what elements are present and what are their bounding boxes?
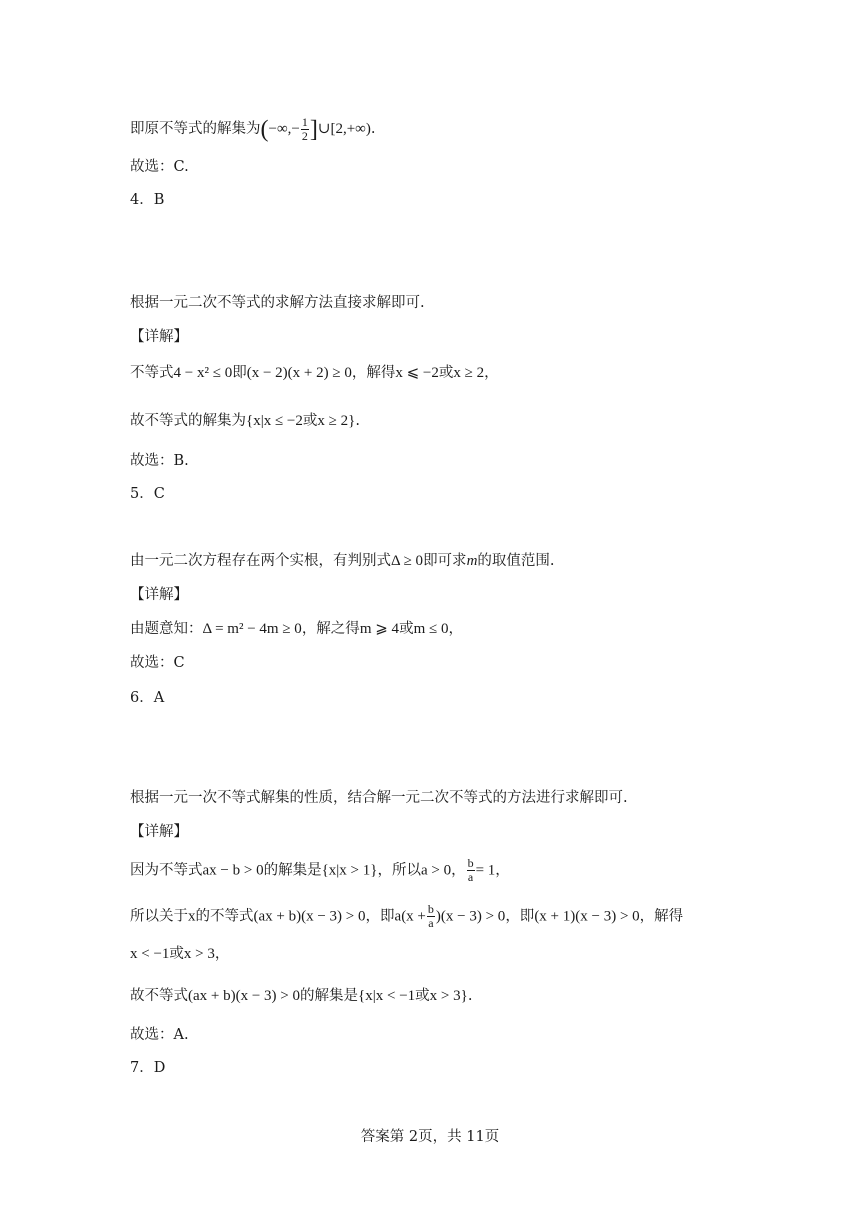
text: 因为不等式 (130, 862, 203, 879)
math-expression: (x − 2)(x + 2) ≥ 0 (246, 365, 352, 381)
detail-line (130, 857, 510, 884)
text: ， (448, 621, 463, 637)
denominator: 2 (301, 129, 308, 143)
text: ，即 (365, 908, 395, 925)
math-expression: x > 3 (183, 946, 215, 962)
detail-line (130, 943, 229, 965)
text: 不等式 (130, 365, 174, 381)
text: ，解得 (639, 908, 684, 925)
text: 或 (169, 946, 184, 962)
detail-heading: 【详解】 (130, 824, 188, 840)
text: ，解之得 (301, 621, 360, 637)
answer-line: 故选：B. (130, 453, 189, 469)
text: 或 (302, 413, 318, 429)
fraction (301, 116, 309, 143)
text: 或 (399, 621, 414, 637)
text: 的取值范围. (477, 553, 555, 569)
text: 或 (415, 988, 430, 1004)
math-expression: (−∞,− $\frac{1}{2}$ ]∪[2,+∞) (260, 115, 371, 143)
math-part: −∞,− (268, 120, 300, 137)
math-expression: {x|x ≤ −2 (246, 413, 303, 429)
math-expression: x (188, 908, 196, 925)
math-expression: (ax + b)(x − 3) > 0 (188, 988, 301, 1004)
question-number: 6．A (130, 690, 165, 706)
math-expression: (ax + b)(x − 3) > 0 (253, 908, 366, 925)
question-number: 7．D (130, 1060, 166, 1076)
detail-heading: 【详解】 (130, 329, 188, 345)
text: 即 (232, 365, 247, 381)
text: 由一元二次方程存在两个实根，有判别式 (130, 553, 391, 569)
math-expression: Δ = m² − 4m ≥ 0 (202, 621, 302, 637)
text: . (467, 988, 473, 1004)
text: ， (451, 862, 466, 879)
solution-set-line (130, 116, 375, 143)
page-footer: 答案第 2页，共 11页 (360, 1129, 500, 1145)
math-part: )(x − 3) > 0 (435, 908, 506, 925)
solution-set-line (130, 985, 472, 1007)
text: 的解集是 (263, 862, 322, 879)
math-expression: ax − b > 0 (202, 862, 264, 879)
denominator: a (467, 870, 474, 884)
math-expression: x ≥ 2 (453, 365, 485, 381)
fraction (427, 903, 435, 930)
text: . (355, 413, 360, 429)
numerator: 1 (301, 115, 308, 129)
text: ， (495, 862, 510, 879)
math-part: a(x + (394, 908, 426, 925)
text: ，即 (505, 908, 535, 925)
math-expression: {x|x < −1 (358, 988, 416, 1004)
text: 故不等式的解集为 (130, 413, 246, 429)
text: . (370, 120, 376, 137)
math-expression: Δ ≥ 0 (391, 553, 424, 569)
question-number: 5．C (130, 486, 165, 502)
math-expression: m ⩾ 4 (359, 621, 400, 637)
text: 的解集是 (300, 988, 359, 1004)
denominator: a (428, 916, 434, 930)
text: 或 (438, 365, 454, 381)
answer-line: 故选：A. (130, 1027, 189, 1043)
analysis-line: 根据一元一次不等式解集的性质，结合解一元二次不等式的方法进行求解即可. (130, 790, 628, 806)
math-expression: x < −1 (130, 946, 170, 962)
question-number: 4．B (130, 192, 165, 208)
numerator: b (427, 902, 434, 916)
text: ，解得 (351, 365, 396, 381)
math-expression: 4 − x² ≤ 0 (173, 365, 233, 381)
text: ， (214, 946, 230, 962)
math-expression: m (466, 553, 478, 569)
text: 由题意知： (130, 621, 203, 637)
math-expression: a > 0 (420, 862, 452, 879)
text: ， (484, 365, 499, 381)
text: ，所以 (377, 862, 421, 879)
numerator: b (467, 856, 474, 870)
text: 即可求 (423, 553, 467, 569)
fraction (467, 857, 475, 884)
text: 的不等式 (195, 908, 254, 925)
math-part: ∪[2,+∞) (317, 120, 371, 137)
analysis-line (130, 550, 555, 572)
math-expression: x ≥ 2} (317, 413, 356, 429)
answer-line: 故选：C. (130, 159, 189, 175)
math-expression: x ⩽ −2 (395, 365, 439, 381)
detail-line (130, 618, 463, 640)
math-expression: = 1 (475, 862, 496, 879)
answer-line: 故选：C (130, 655, 185, 671)
detail-line (130, 903, 683, 930)
math-expression: x > 3} (429, 988, 468, 1004)
math-expression: {x|x > 1} (321, 862, 378, 879)
math-expression: m ≤ 0 (413, 621, 449, 637)
text: 故不等式 (130, 988, 188, 1004)
text: 即原不等式的解集为 (130, 120, 261, 137)
solution-set-line (130, 410, 360, 432)
text: 所以关于 (130, 908, 188, 925)
analysis-line: 根据一元二次不等式的求解方法直接求解即可. (130, 295, 425, 311)
detail-heading: 【详解】 (130, 587, 188, 603)
math-expression: (x + 1)(x − 3) > 0 (534, 908, 640, 925)
detail-line (130, 362, 499, 384)
